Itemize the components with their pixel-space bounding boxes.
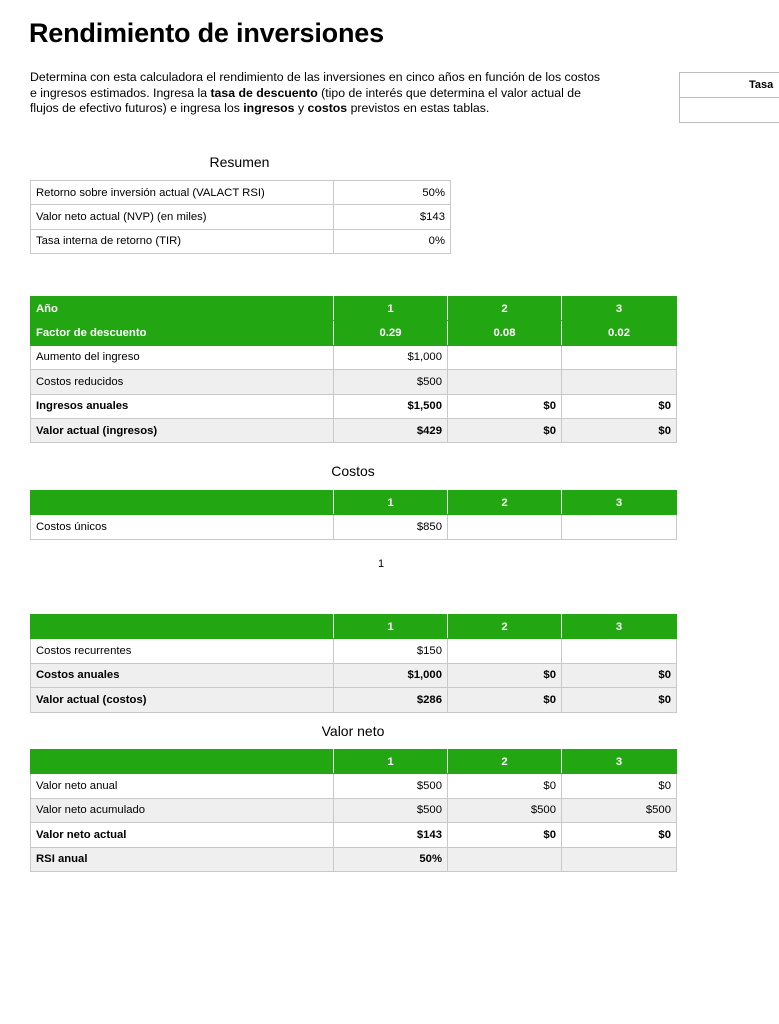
- summary-row: [31, 229, 451, 253]
- table-row: [31, 639, 677, 663]
- year-col: 2: [448, 297, 562, 321]
- year-col: 1: [334, 297, 448, 321]
- costs-caption: Costos: [331, 463, 375, 479]
- table-row: [31, 663, 677, 687]
- net-value-table: [30, 749, 677, 872]
- year-header-label: [31, 491, 334, 515]
- year-header-row: [31, 750, 677, 774]
- year-col: 1: [334, 750, 448, 774]
- computed-cell: $0: [562, 774, 677, 798]
- computed-cell: $500: [562, 798, 677, 822]
- row-label: Aumento del ingreso: [31, 345, 334, 369]
- discount-factor-value: 0.02: [562, 321, 677, 345]
- year-col: 1: [334, 491, 448, 515]
- computed-cell: $0: [562, 823, 677, 847]
- summary-caption: Resumen: [209, 154, 270, 170]
- discount-factor-row: [31, 321, 677, 345]
- summary-label: Tasa interna de retorno (TIR): [31, 229, 334, 253]
- year-col: 2: [448, 615, 562, 639]
- computed-cell: $1,500: [334, 394, 448, 418]
- table-row: [31, 345, 677, 369]
- summary-value[interactable]: 0%: [334, 229, 451, 253]
- row-label: Valor actual (ingresos): [31, 418, 334, 442]
- row-label: Costos anuales: [31, 663, 334, 687]
- year-col: 3: [562, 615, 677, 639]
- table-row: [31, 823, 677, 847]
- input-cell[interactable]: $500: [334, 370, 448, 394]
- computed-cell: $0: [562, 394, 677, 418]
- computed-cell: $0: [448, 418, 562, 442]
- year-col: 1: [334, 615, 448, 639]
- year-col: 3: [562, 750, 677, 774]
- input-cell[interactable]: [562, 639, 677, 663]
- year-header-row: [31, 491, 677, 515]
- computed-cell: $0: [562, 663, 677, 687]
- computed-cell: $1,000: [334, 663, 448, 687]
- summary-label: Retorno sobre inversión actual (VALACT RSI): [31, 181, 334, 205]
- summary-table: [30, 180, 451, 254]
- input-cell[interactable]: $850: [334, 515, 448, 539]
- income-table: [30, 296, 677, 443]
- row-label: Valor neto actual: [31, 823, 334, 847]
- summary-row: [31, 181, 451, 205]
- input-cell[interactable]: [562, 515, 677, 539]
- year-col: 3: [562, 491, 677, 515]
- computed-cell: $500: [334, 774, 448, 798]
- table-row: [31, 774, 677, 798]
- year-header-row: [31, 297, 677, 321]
- computed-cell: $429: [334, 418, 448, 442]
- description: Determina con esta calculadora el rendimiento de las inversiones en cinco años en función de los costos e ingresos estimados. Ingresa la tasa de descuento (tipo de interés que determina el valor actual de flujos de efectivo futuros) e ingresa los ingresos y costos previstos en estas tablas.: [30, 70, 601, 115]
- discount-rate-box: [679, 72, 779, 123]
- summary-value[interactable]: $143: [334, 205, 451, 229]
- row-label: Costos reducidos: [31, 370, 334, 394]
- discount-rate-header: Tasa: [680, 73, 779, 98]
- row-label: Valor neto anual: [31, 774, 334, 798]
- year-header-label: Año: [31, 297, 334, 321]
- input-cell[interactable]: $1,000: [334, 345, 448, 369]
- input-cell[interactable]: [448, 515, 562, 539]
- page-number: 1: [378, 558, 385, 570]
- input-cell[interactable]: [562, 345, 677, 369]
- table-row: [31, 515, 677, 539]
- row-label: Costos únicos: [31, 515, 334, 539]
- table-row: [31, 418, 677, 442]
- row-label: Valor actual (costos): [31, 688, 334, 712]
- table-row: [31, 798, 677, 822]
- computed-cell: $0: [448, 394, 562, 418]
- input-cell[interactable]: [448, 370, 562, 394]
- table-row: [31, 370, 677, 394]
- summary-value[interactable]: 50%: [334, 181, 451, 205]
- summary-label: Valor neto actual (NVP) (en miles): [31, 205, 334, 229]
- table-row: [31, 688, 677, 712]
- input-cell[interactable]: [448, 345, 562, 369]
- computed-cell: $143: [334, 823, 448, 847]
- year-header-row: [31, 615, 677, 639]
- recurring-costs-table: [30, 614, 677, 713]
- costs-table: [30, 490, 677, 540]
- input-cell[interactable]: [562, 370, 677, 394]
- input-cell[interactable]: [448, 639, 562, 663]
- row-label: Ingresos anuales: [31, 394, 334, 418]
- computed-cell: [562, 847, 677, 871]
- net-value-caption: Valor neto: [321, 723, 385, 739]
- computed-cell: $0: [448, 823, 562, 847]
- summary-row: [31, 205, 451, 229]
- year-col: 2: [448, 491, 562, 515]
- computed-cell: $0: [448, 774, 562, 798]
- computed-cell: $0: [562, 688, 677, 712]
- page-title: Rendimiento de inversiones: [29, 18, 384, 48]
- year-col: 3: [562, 297, 677, 321]
- row-label: Valor neto acumulado: [31, 798, 334, 822]
- computed-cell: $500: [334, 798, 448, 822]
- computed-cell: 50%: [334, 847, 448, 871]
- year-header-label: [31, 615, 334, 639]
- row-label: Costos recurrentes: [31, 639, 334, 663]
- year-header-label: [31, 750, 334, 774]
- discount-factor-value: 0.08: [448, 321, 562, 345]
- computed-cell: $500: [448, 798, 562, 822]
- year-col: 2: [448, 750, 562, 774]
- row-label: RSI anual: [31, 847, 334, 871]
- computed-cell: $0: [562, 418, 677, 442]
- computed-cell: $0: [448, 663, 562, 687]
- computed-cell: $286: [334, 688, 448, 712]
- table-row: [31, 394, 677, 418]
- discount-factor-label: Factor de descuento: [31, 321, 334, 345]
- computed-cell: [448, 847, 562, 871]
- input-cell[interactable]: $150: [334, 639, 448, 663]
- computed-cell: $0: [448, 688, 562, 712]
- table-row: [31, 847, 677, 871]
- discount-factor-value: 0.29: [334, 321, 448, 345]
